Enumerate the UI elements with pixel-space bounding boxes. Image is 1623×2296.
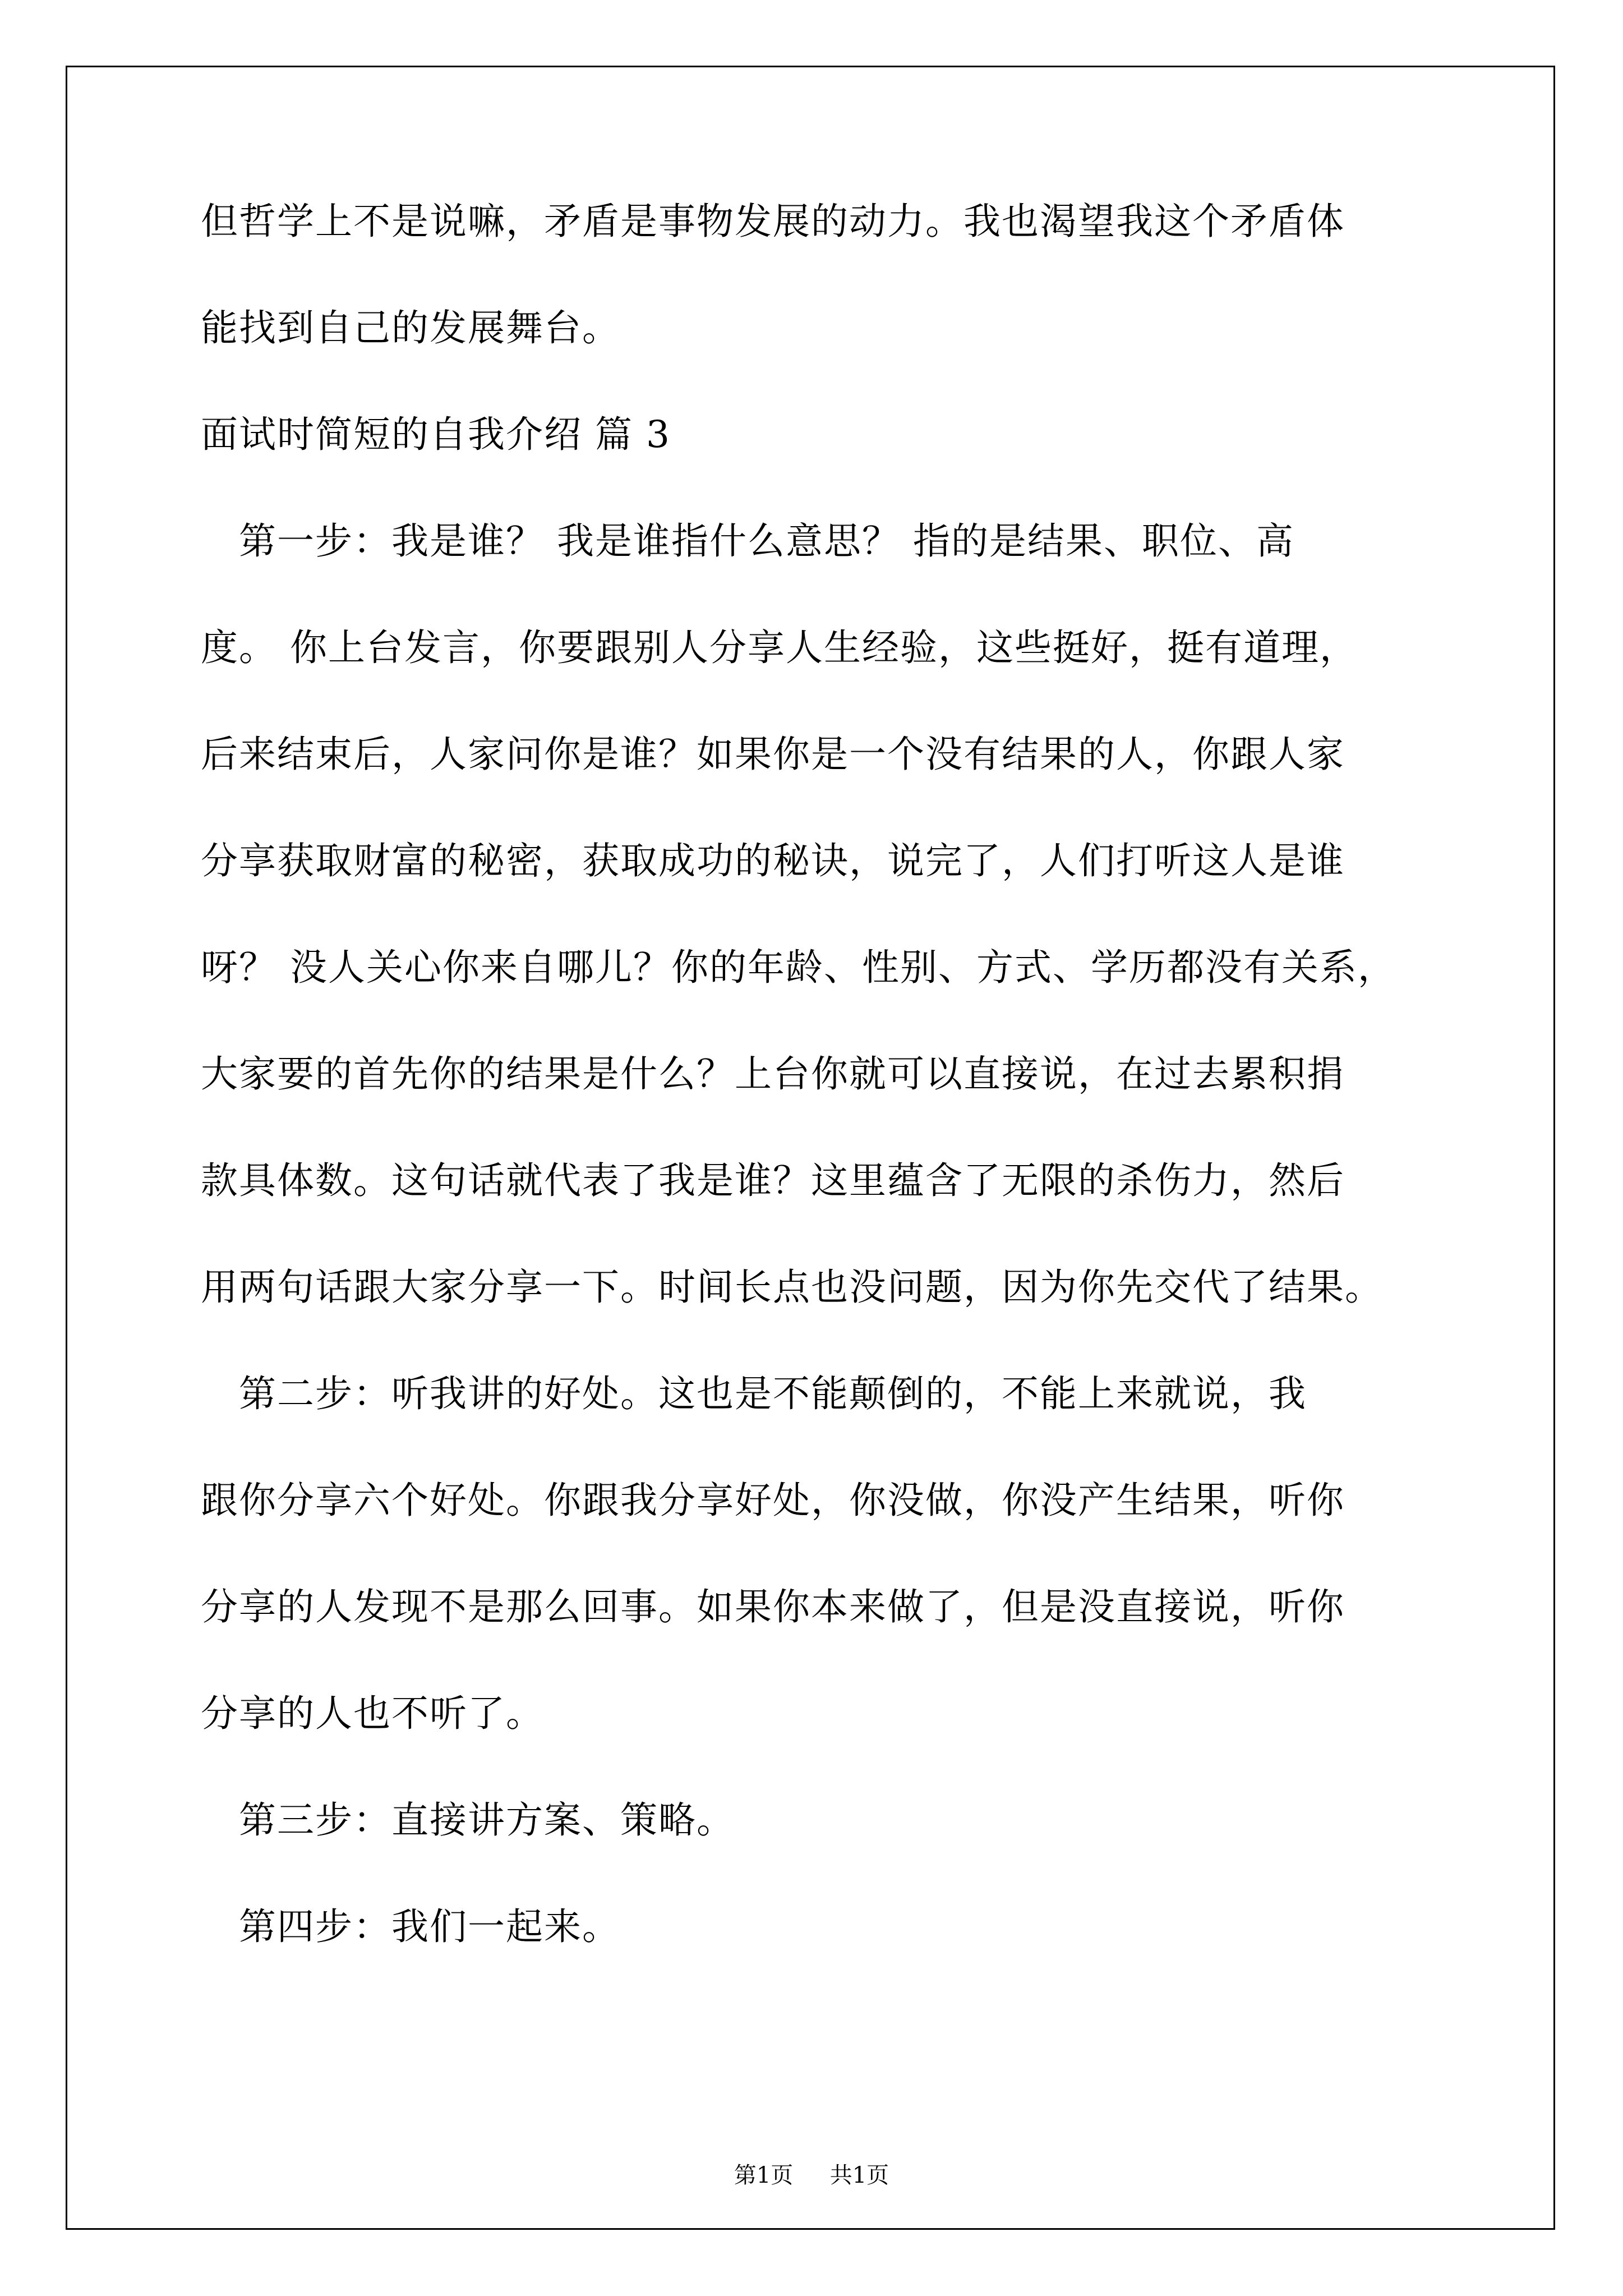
text-line: 第三步：直接讲方案、策略。 xyxy=(201,1798,735,1842)
text-line: 大家要的首先你的结果是什么？上台你就可以直接说，在过去累积捐 xyxy=(201,1052,1345,1096)
text-line: 分享获取财富的秘密，获取成功的秘诀，说完了，人们打听这人是谁 xyxy=(201,839,1345,882)
page-total: 共1页 xyxy=(829,2162,889,2188)
text-line: 用两句话跟大家分享一下。时间长点也没问题，因为你先交代了结果。 xyxy=(201,1266,1383,1309)
page-footer xyxy=(0,2161,1623,2189)
text-line: 款具体数。这句话就代表了我是谁？这里蕴含了无限的杀伤力，然后 xyxy=(201,1159,1345,1202)
text-line: 第四步：我们一起来。 xyxy=(201,1905,620,1948)
text-line: 但哲学上不是说嘛，矛盾是事物发展的动力。我也渴望我这个矛盾体 xyxy=(201,200,1345,243)
text-line: 第一步：我是谁？ 我是谁指什么意思？ 指的是结果、职位、高 xyxy=(201,519,1294,563)
text-line: 呀？ 没人关心你来自哪儿？你的年龄、性别、方式、学历都没有关系， xyxy=(201,946,1396,989)
text-line: 分享的人发现不是那么回事。如果你本来做了，但是没直接说，听你 xyxy=(201,1585,1345,1628)
text-line: 分享的人也不听了。 xyxy=(201,1692,544,1735)
text-line: 第二步：听我讲的好处。这也是不能颠倒的，不能上来就说，我 xyxy=(201,1372,1307,1415)
text-line: 后来结束后，人家问你是谁？如果你是一个没有结果的人，你跟人家 xyxy=(201,733,1345,776)
text-line: 跟你分享六个好处。你跟我分享好处，你没做，你没产生结果，听你 xyxy=(201,1479,1345,1522)
section-heading: 面试时简短的自我介绍 篇 3 xyxy=(201,413,671,456)
text-line: 能找到自己的发展舞台。 xyxy=(201,306,620,349)
text-line: 度。 你上台发言，你要跟别人分享人生经验，这些挺好，挺有道理， xyxy=(201,626,1358,669)
page-number: 第1页 xyxy=(734,2162,794,2188)
